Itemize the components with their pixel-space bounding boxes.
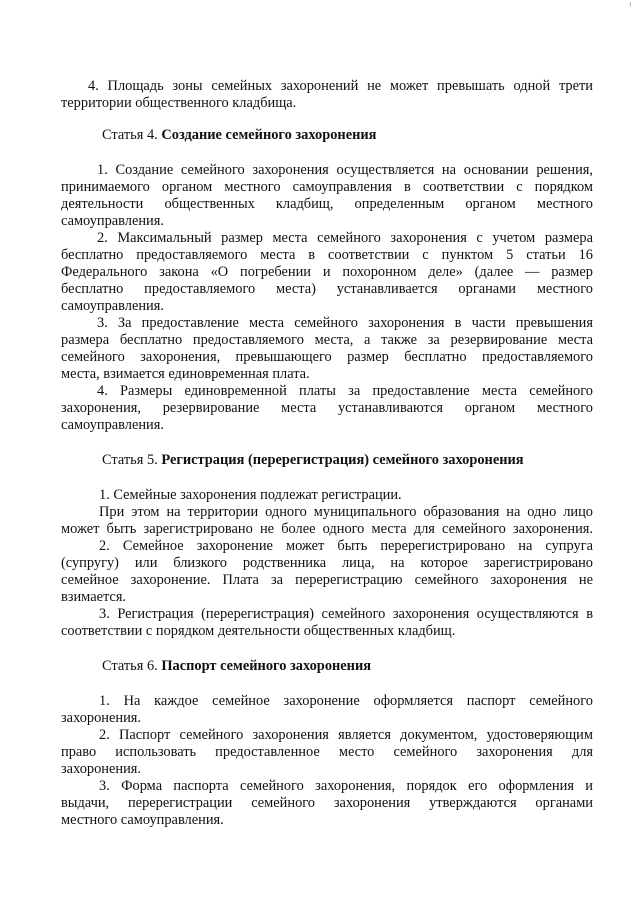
article-6-line: захоронения. [61,761,142,777]
article-5-line: (супругу) или близкого родственника лица, на которое зарегистрировано [61,555,593,571]
article-5-line: может быть зарегистрировано не более одного места для семейного захоронения. [61,521,593,537]
article-5-line: 1. Семейные захоронения подлежат регистрации. [99,487,402,503]
article-6-line: местного самоуправления. [61,812,224,828]
article-4-line: места, взимается единовременная плата. [61,366,310,382]
article-6-line: право использовать предоставленное место семейного захоронения для [61,744,593,760]
article-5-line: При этом на территории одного муниципального образования на одно лицо [99,504,593,520]
article-4-line: самоуправления. [61,213,164,229]
article-5-title: Регистрация (перерегистрация) семейного захоронения [161,452,524,468]
article-5-line: соответствии с порядком деятельности общественных кладбищ. [61,623,456,639]
article-4-line: захоронения, резервирование места устанавливаются органом местного [61,400,593,416]
article-5-line: 3. Регистрация (перерегистрация) семейного захоронения осуществляются в [99,606,593,622]
article-4-line: бесплатно предоставляемого места) устанавливается органами местного [61,281,593,297]
article-6-line: захоронения. [61,710,142,726]
article-4-line: размера бесплатно предоставляемого места, а также за резервирование места [61,332,593,348]
article-4-line: 4. Размеры единовременной платы за предоставление места семейного [97,383,593,399]
article-4-line: деятельности общественных кладбищ, определенным органом местного [61,196,593,212]
article-5-label: Статья 5. [102,452,158,468]
article-6-title: Паспорт семейного захоронения [161,658,372,674]
article-4-line: семейного захоронения, превышающего размер бесплатно предоставляемого [61,349,593,365]
intro-line: территории общественного кладбища. [61,95,297,111]
intro-line: 4. Площадь зоны семейных захоронений не может превышать одной трети [88,78,593,94]
article-4-line: бесплатно предоставляемого места в соответствии с пунктом 5 статьи 16 [61,247,593,263]
article-4-line: самоуправления. [61,298,164,314]
article-5-heading [102,452,634,469]
article-4-line: принимаемого органом местного самоуправления в соответствии с порядком [61,179,593,195]
article-5-line: 2. Семейное захоронение может быть перерегистрировано на супруга [99,538,593,554]
article-6-line: 2. Паспорт семейного захоронения является документом, удостоверяющим [99,727,593,743]
article-4-label: Статья 4. [102,127,158,143]
article-6-line: 1. На каждое семейное захоронение оформляется паспорт семейного [99,693,593,709]
article-4-line: 1. Создание семейного захоронения осуществляется на основании решения, [97,162,593,178]
article-6-heading [102,658,634,675]
article-4-heading [102,127,634,144]
article-4-line: Федерального закона «О погребении и похоронном деле» (далее — размер [61,264,593,280]
article-5-line: семейное захоронение. Плата за перерегистрацию семейного захоронения не [61,572,593,588]
article-6-line: выдачи, перерегистрации семейного захоронения утверждаются органами [61,795,593,811]
article-4-title: Создание семейного захоронения [161,127,377,143]
scan-mark [630,2,631,7]
article-4-line: 2. Максимальный размер места семейного захоронения с учетом размера [97,230,593,246]
article-6-line: 3. Форма паспорта семейного захоронения, порядок его оформления и [99,778,593,794]
article-6-label: Статья 6. [102,658,158,674]
article-5-line: взимается. [61,589,127,605]
article-4-line: 3. За предоставление места семейного захоронения в части превышения [97,315,593,331]
article-4-line: самоуправления. [61,417,164,433]
